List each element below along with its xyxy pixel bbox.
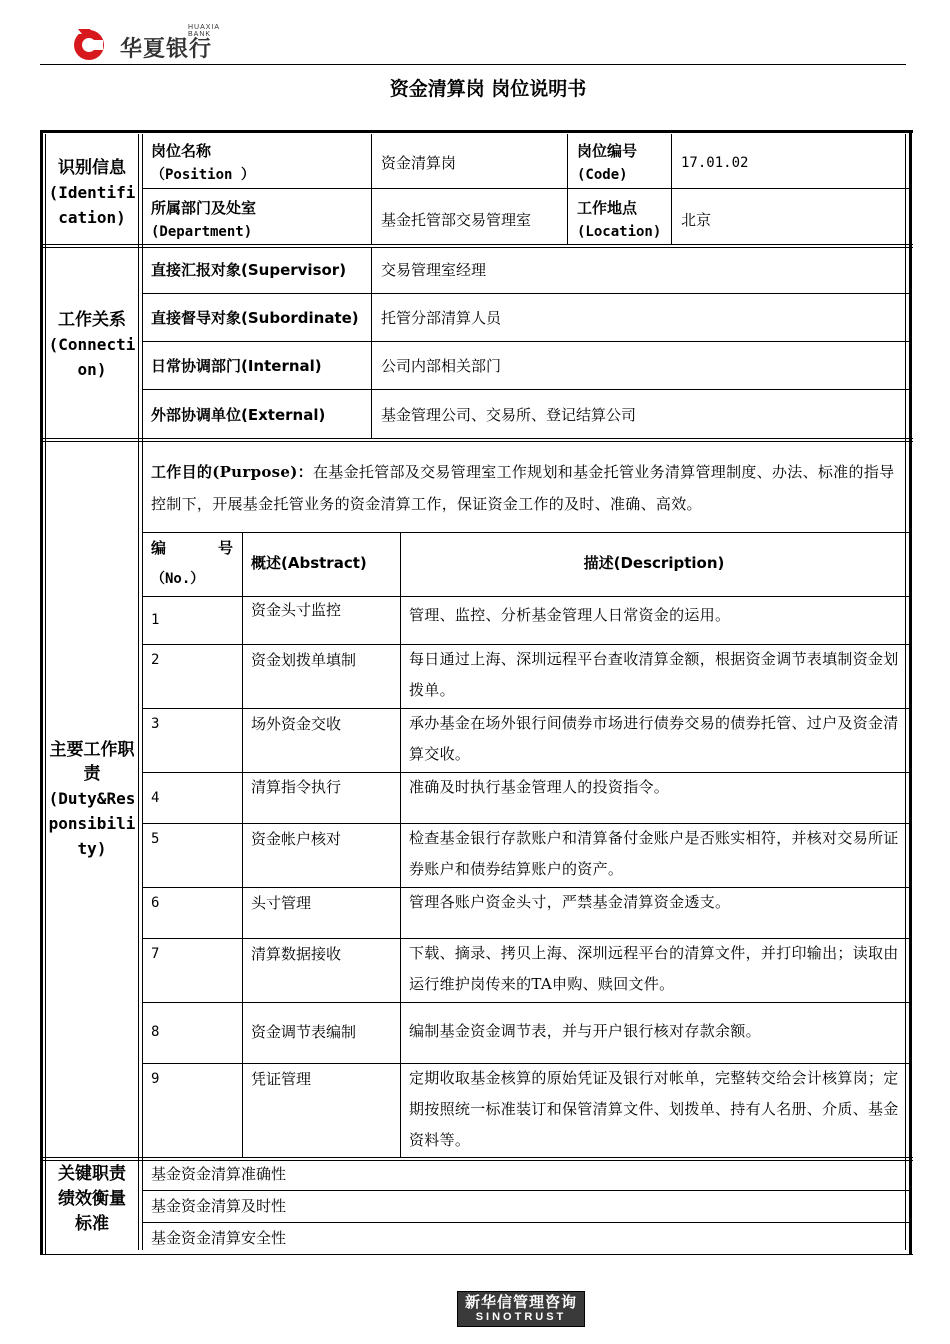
header-rule <box>40 64 906 65</box>
consultant-logo <box>457 1291 585 1327</box>
item-description: 每日通过上海、深圳远程平台查收清算金额，根据资金调节表填制资金划拨单。 <box>409 650 899 699</box>
consultant-name: 新华信管理咨询 <box>464 1293 577 1311</box>
item-no: 9 <box>151 1071 160 1087</box>
duty-label: 主要工作职责 <box>49 740 135 784</box>
col-no-en: （No.） <box>151 571 205 587</box>
bank-name: 华夏银行 <box>120 37 213 62</box>
section-duty <box>48 738 136 861</box>
bank-logo-icon <box>70 26 112 62</box>
item-abstract: 资金划拨单填制 <box>251 651 357 669</box>
connection-row-label: 直接督导对象(Subordinate) <box>151 309 359 327</box>
item-no: 3 <box>151 716 160 732</box>
purpose-body: 在基金托管部及交易管理室工作规划和基金托管业务清算管理制度、办法、标准的指导控制下，开展基金托管业务的资金清算工作，保证资金工作的及时、准确、高效。 <box>151 463 895 513</box>
connection-row-label: 外部协调单位(External) <box>151 406 326 424</box>
item-abstract: 清算指令执行 <box>251 778 342 796</box>
connection-label: 工作关系 <box>58 310 126 330</box>
identification-label: 识别信息 <box>58 158 126 178</box>
location-label-en: (Location) <box>577 224 662 240</box>
department-label-en: (Department) <box>151 224 253 240</box>
item-description: 承办基金在场外银行间债券市场进行债券交易的债券托管、过户及资金清算交收。 <box>409 714 899 763</box>
item-abstract: 资金调节表编制 <box>251 1023 357 1041</box>
department-value: 基金托管部交易管理室 <box>381 211 532 229</box>
purpose-label: 工作目的(Purpose)： <box>151 463 313 481</box>
item-description: 准确及时执行基金管理人的投资指令。 <box>409 778 670 796</box>
item-no: 5 <box>151 831 160 847</box>
item-description: 检查基金银行存款账户和清算备付金账户是否账实相符，并核对交易所证券账户和债券结算账户的资产。 <box>409 829 899 878</box>
bank-logo <box>70 26 240 62</box>
item-no: 6 <box>151 895 160 911</box>
location-value: 北京 <box>681 211 712 229</box>
connection-row-value: 基金管理公司、交易所、登记结算公司 <box>381 406 637 424</box>
col-description: 描述(Description) <box>583 554 725 572</box>
section-identification <box>48 156 136 230</box>
kpi-item: 基金资金清算安全性 <box>151 1229 287 1247</box>
connection-label-en: (Connection) <box>48 335 136 379</box>
connection-row-value: 公司内部相关部门 <box>381 357 502 375</box>
consultant-name-en: SINOTRUST <box>475 1311 567 1323</box>
item-description: 定期收取基金核算的原始凭证及银行对帐单，完整转交给会计核算岗；定期按照统一标准装订和保管清算文件、划拨单、持有人名册、介质、基金资料等。 <box>409 1069 899 1149</box>
item-no: 1 <box>151 612 160 628</box>
item-abstract: 清算数据接收 <box>251 945 342 963</box>
code-label: 岗位编号 <box>577 142 638 160</box>
item-abstract: 资金帐户核对 <box>251 830 342 848</box>
connection-row-label: 日常协调部门(Internal) <box>151 357 322 375</box>
department-label: 所属部门及处室 <box>151 199 257 217</box>
position-value: 资金清算岗 <box>381 154 457 172</box>
kpi-item: 基金资金清算及时性 <box>151 1197 287 1215</box>
item-abstract: 场外资金交收 <box>251 715 342 733</box>
item-abstract: 头寸管理 <box>251 894 312 912</box>
bank-name-en: HUAXIA BANK <box>188 24 220 38</box>
item-description: 下载、摘录、拷贝上海、深圳远程平台的清算文件，并打印输出；读取由运行维护岗传来的TA申购、赎回文件。 <box>409 944 899 993</box>
item-no: 7 <box>151 946 160 962</box>
item-no: 8 <box>151 1024 160 1040</box>
location-label: 工作地点 <box>577 199 638 217</box>
item-abstract: 凭证管理 <box>251 1070 312 1088</box>
item-no: 4 <box>151 790 160 806</box>
position-label: 岗位名称 <box>151 142 212 160</box>
item-abstract: 资金头寸监控 <box>251 601 342 619</box>
item-description: 管理、监控、分析基金管理人日常资金的运用。 <box>409 606 731 624</box>
position-label-en: （Position ） <box>151 167 255 183</box>
purpose-text <box>151 456 903 520</box>
col-no-a: 编 <box>151 539 167 557</box>
code-value: 17.01.02 <box>681 155 749 171</box>
kpi-item: 基金资金清算准确性 <box>151 1165 287 1183</box>
connection-row-value: 托管分部清算人员 <box>381 309 502 327</box>
identification-label-en: (Identification) <box>48 183 136 227</box>
col-no-b: 号 <box>218 539 234 557</box>
connection-row-label: 直接汇报对象(Supervisor) <box>151 261 347 279</box>
section-connection <box>48 308 136 382</box>
section-kpi: 关键职责绩效衡量标准 <box>58 1164 126 1234</box>
item-no: 2 <box>151 652 160 668</box>
page-title: 资金清算岗 岗位说明书 <box>389 78 587 100</box>
connection-row-value: 交易管理室经理 <box>381 261 487 279</box>
duty-label-en: (Duty&Responsibility) <box>48 789 136 858</box>
item-description: 管理各账户资金头寸，严禁基金清算资金透支。 <box>409 893 731 911</box>
code-label-en: (Code) <box>577 167 628 183</box>
col-abstract: 概述(Abstract) <box>251 554 367 572</box>
item-description: 编制基金资金调节表，并与开户银行核对存款余额。 <box>409 1022 761 1040</box>
